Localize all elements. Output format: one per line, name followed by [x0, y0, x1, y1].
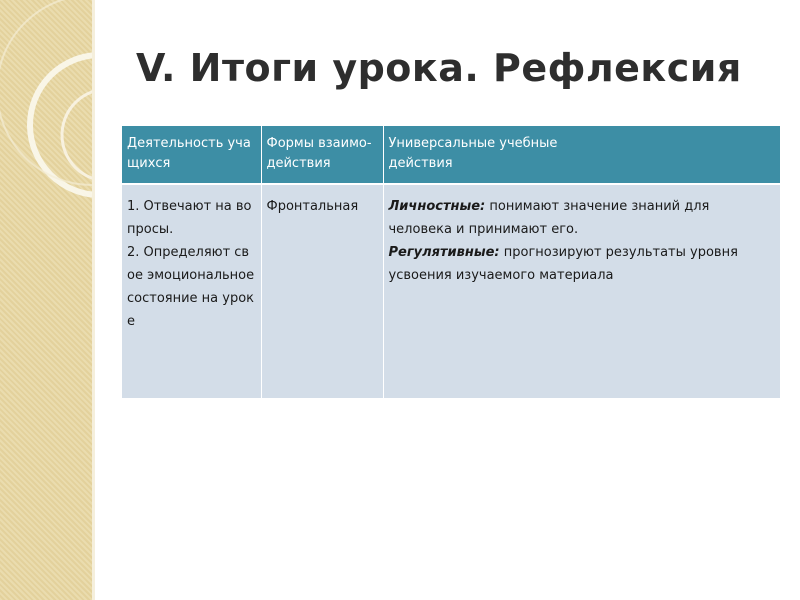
header-learning-actions: [383, 126, 780, 184]
activity-item-1: 1. Отвечают на вопросы.: [127, 199, 252, 237]
action-regulatory-label: Регулятивные:: [388, 245, 500, 260]
decorative-side-band: [0, 0, 92, 600]
reflection-table: [122, 126, 780, 398]
action-personal-text: понимают значение знаний для человека и принимают его.: [388, 199, 710, 237]
cell-actions: [383, 184, 780, 398]
side-divider: [92, 0, 95, 600]
action-personal: [389, 195, 776, 241]
header-interaction-forms: Формы взаимо-действия: [261, 126, 383, 184]
table-row: [122, 184, 780, 398]
action-regulatory: [389, 241, 776, 287]
cell-form: Фронтальная: [261, 184, 383, 398]
decorative-circles: [0, 0, 92, 600]
activity-item-2: 2. Определяют свое эмоциональное состояние на уроке: [127, 245, 255, 329]
slide-title: V. Итоги урока. Рефлексия: [136, 46, 742, 90]
header-students-activity: Деятельность учащихся: [122, 126, 261, 184]
table-header-row: [122, 126, 780, 184]
action-personal-label: Личностные:: [388, 199, 486, 214]
header-learning-actions-text: Универсальные учебные действия: [388, 136, 558, 171]
cell-activities: [122, 184, 261, 398]
action-regulatory-text: прогнозируют результаты уровня усвоения изучаемого материала: [388, 245, 738, 283]
